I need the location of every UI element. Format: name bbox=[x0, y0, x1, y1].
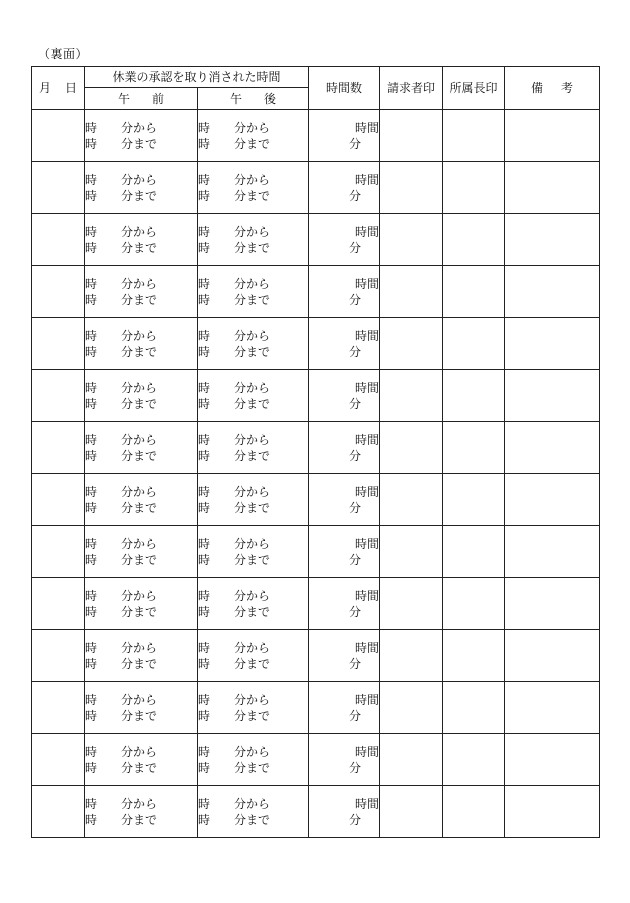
pm-until-hour: 時 bbox=[198, 344, 211, 359]
pm-from-hour: 時 bbox=[198, 224, 211, 239]
pm-until-minute: 分まで bbox=[234, 500, 271, 515]
minutes-unit: 分 bbox=[348, 188, 361, 203]
dept-head-seal-cell[interactable] bbox=[443, 682, 505, 734]
am-from-minute: 分から bbox=[121, 380, 158, 395]
am-from-hour: 時 bbox=[85, 640, 98, 655]
date-cell[interactable] bbox=[32, 526, 85, 578]
pm-from-hour: 時 bbox=[198, 172, 211, 187]
header-month: 月 bbox=[38, 81, 51, 95]
date-cell[interactable] bbox=[32, 682, 85, 734]
am-until-hour: 時 bbox=[85, 344, 98, 359]
date-cell[interactable] bbox=[32, 734, 85, 786]
hours-cell[interactable] bbox=[309, 214, 380, 266]
remarks-cell[interactable] bbox=[505, 786, 600, 838]
header-am-2: 前 bbox=[152, 91, 165, 106]
pm-from-hour: 時 bbox=[198, 744, 211, 759]
am-from-minute: 分から bbox=[121, 432, 158, 447]
minutes-unit: 分 bbox=[348, 136, 361, 151]
hours-cell[interactable] bbox=[309, 370, 380, 422]
applicant-seal-cell[interactable] bbox=[380, 162, 443, 214]
minutes-unit: 分 bbox=[348, 656, 361, 671]
date-cell[interactable] bbox=[32, 370, 85, 422]
am-until-hour: 時 bbox=[85, 812, 98, 827]
pm-until-minute: 分まで bbox=[234, 240, 271, 255]
pm-until-hour: 時 bbox=[198, 708, 211, 723]
pm-time-cell[interactable] bbox=[198, 578, 309, 630]
am-until-hour: 時 bbox=[85, 760, 98, 775]
pm-until-minute: 分まで bbox=[234, 708, 271, 723]
am-until-minute: 分まで bbox=[121, 812, 158, 827]
dept-head-seal-cell[interactable] bbox=[443, 786, 505, 838]
hours-unit: 時間 bbox=[354, 432, 379, 447]
am-until-hour: 時 bbox=[85, 604, 98, 619]
minutes-unit: 分 bbox=[348, 500, 361, 515]
hours-unit: 時間 bbox=[354, 380, 379, 395]
am-time-cell[interactable] bbox=[85, 734, 198, 786]
applicant-seal-cell[interactable] bbox=[380, 682, 443, 734]
am-from-hour: 時 bbox=[85, 432, 98, 447]
am-time-cell[interactable] bbox=[85, 630, 198, 682]
am-until-minute: 分まで bbox=[121, 240, 158, 255]
remarks-cell[interactable] bbox=[505, 578, 600, 630]
hours-cell[interactable] bbox=[309, 682, 380, 734]
pm-from-minute: 分から bbox=[234, 640, 271, 655]
dept-head-seal-cell[interactable] bbox=[443, 266, 505, 318]
pm-time-cell[interactable] bbox=[198, 786, 309, 838]
pm-time-cell[interactable] bbox=[198, 526, 309, 578]
dept-head-seal-cell[interactable] bbox=[443, 370, 505, 422]
hours-cell[interactable] bbox=[309, 786, 380, 838]
pm-from-minute: 分から bbox=[234, 796, 271, 811]
header-remarks bbox=[505, 67, 600, 110]
pm-from-minute: 分から bbox=[234, 120, 271, 135]
hours-unit: 時間 bbox=[354, 120, 379, 135]
header-remarks-1: 備 bbox=[530, 81, 543, 95]
am-until-hour: 時 bbox=[85, 708, 98, 723]
am-time-cell[interactable] bbox=[85, 318, 198, 370]
am-until-hour: 時 bbox=[85, 292, 98, 307]
table-row bbox=[32, 110, 600, 162]
am-from-hour: 時 bbox=[85, 588, 98, 603]
pm-time-cell[interactable] bbox=[198, 682, 309, 734]
page-side-label: （裏面） bbox=[38, 47, 89, 61]
am-until-hour: 時 bbox=[85, 136, 98, 151]
applicant-seal-cell[interactable] bbox=[380, 110, 443, 162]
header-month-day bbox=[32, 67, 85, 110]
am-from-minute: 分から bbox=[121, 276, 158, 291]
am-until-hour: 時 bbox=[85, 396, 98, 411]
pm-from-hour: 時 bbox=[198, 796, 211, 811]
hours-unit: 時間 bbox=[354, 224, 379, 239]
pm-until-minute: 分まで bbox=[234, 136, 271, 151]
pm-until-hour: 時 bbox=[198, 396, 211, 411]
hours-unit: 時間 bbox=[354, 536, 379, 551]
pm-until-hour: 時 bbox=[198, 552, 211, 567]
am-from-minute: 分から bbox=[121, 640, 158, 655]
pm-until-hour: 時 bbox=[198, 656, 211, 671]
date-cell[interactable] bbox=[32, 318, 85, 370]
minutes-unit: 分 bbox=[348, 812, 361, 827]
remarks-cell[interactable] bbox=[505, 734, 600, 786]
date-cell[interactable] bbox=[32, 110, 85, 162]
minutes-unit: 分 bbox=[348, 552, 361, 567]
pm-from-hour: 時 bbox=[198, 536, 211, 551]
pm-until-minute: 分まで bbox=[234, 188, 271, 203]
am-from-hour: 時 bbox=[85, 224, 98, 239]
hours-cell[interactable] bbox=[309, 526, 380, 578]
am-time-cell[interactable] bbox=[85, 370, 198, 422]
pm-time-cell[interactable] bbox=[198, 630, 309, 682]
applicant-seal-cell[interactable] bbox=[380, 214, 443, 266]
hours-unit: 時間 bbox=[354, 588, 379, 603]
table-row bbox=[32, 630, 600, 682]
am-from-hour: 時 bbox=[85, 744, 98, 759]
applicant-seal-cell[interactable] bbox=[380, 786, 443, 838]
date-cell[interactable] bbox=[32, 162, 85, 214]
date-cell[interactable] bbox=[32, 786, 85, 838]
dept-head-seal-cell[interactable] bbox=[443, 422, 505, 474]
am-from-hour: 時 bbox=[85, 380, 98, 395]
pm-from-minute: 分から bbox=[234, 172, 271, 187]
hours-unit: 時間 bbox=[354, 640, 379, 655]
header-remarks-2: 考 bbox=[561, 81, 574, 95]
pm-until-minute: 分まで bbox=[234, 396, 271, 411]
date-cell[interactable] bbox=[32, 422, 85, 474]
header-day: 日 bbox=[65, 81, 78, 95]
remarks-cell[interactable] bbox=[505, 318, 600, 370]
pm-from-minute: 分から bbox=[234, 432, 271, 447]
pm-from-hour: 時 bbox=[198, 380, 211, 395]
table-row bbox=[32, 318, 600, 370]
applicant-seal-cell[interactable] bbox=[380, 734, 443, 786]
pm-until-hour: 時 bbox=[198, 500, 211, 515]
header-am bbox=[85, 88, 198, 110]
dept-head-seal-cell[interactable] bbox=[443, 578, 505, 630]
header-dept-head-seal: 所属長印 bbox=[443, 67, 505, 110]
header-pm-2: 後 bbox=[264, 91, 277, 106]
pm-until-hour: 時 bbox=[198, 136, 211, 151]
minutes-unit: 分 bbox=[348, 448, 361, 463]
hours-cell[interactable] bbox=[309, 578, 380, 630]
hours-cell[interactable] bbox=[309, 422, 380, 474]
pm-time-cell[interactable] bbox=[198, 266, 309, 318]
hours-cell[interactable] bbox=[309, 110, 380, 162]
am-until-minute: 分まで bbox=[121, 604, 158, 619]
pm-until-minute: 分まで bbox=[234, 292, 271, 307]
pm-until-hour: 時 bbox=[198, 812, 211, 827]
am-time-cell[interactable] bbox=[85, 682, 198, 734]
am-from-minute: 分から bbox=[121, 796, 158, 811]
am-time-cell[interactable] bbox=[85, 526, 198, 578]
hours-unit: 時間 bbox=[354, 484, 379, 499]
applicant-seal-cell[interactable] bbox=[380, 578, 443, 630]
am-until-hour: 時 bbox=[85, 552, 98, 567]
pm-until-hour: 時 bbox=[198, 240, 211, 255]
pm-time-cell[interactable] bbox=[198, 110, 309, 162]
am-time-cell[interactable] bbox=[85, 474, 198, 526]
hours-unit: 時間 bbox=[354, 172, 379, 187]
remarks-cell[interactable] bbox=[505, 630, 600, 682]
applicant-seal-cell[interactable] bbox=[380, 526, 443, 578]
dept-head-seal-cell[interactable] bbox=[443, 526, 505, 578]
pm-until-hour: 時 bbox=[198, 760, 211, 775]
am-from-minute: 分から bbox=[121, 224, 158, 239]
pm-from-minute: 分から bbox=[234, 484, 271, 499]
table-row bbox=[32, 682, 600, 734]
table-row bbox=[32, 734, 600, 786]
header-pm bbox=[198, 88, 309, 110]
pm-time-cell[interactable] bbox=[198, 162, 309, 214]
hours-cell[interactable] bbox=[309, 162, 380, 214]
am-until-hour: 時 bbox=[85, 656, 98, 671]
minutes-unit: 分 bbox=[348, 708, 361, 723]
table-row bbox=[32, 214, 600, 266]
pm-until-minute: 分まで bbox=[234, 604, 271, 619]
am-until-hour: 時 bbox=[85, 448, 98, 463]
am-from-minute: 分から bbox=[121, 484, 158, 499]
am-until-minute: 分まで bbox=[121, 708, 158, 723]
pm-until-minute: 分まで bbox=[234, 812, 271, 827]
header-am-1: 午 bbox=[117, 91, 130, 106]
pm-until-minute: 分まで bbox=[234, 760, 271, 775]
table-row bbox=[32, 474, 600, 526]
am-until-minute: 分まで bbox=[121, 188, 158, 203]
applicant-seal-cell[interactable] bbox=[380, 266, 443, 318]
am-from-hour: 時 bbox=[85, 536, 98, 551]
pm-from-minute: 分から bbox=[234, 692, 271, 707]
remarks-cell[interactable] bbox=[505, 266, 600, 318]
minutes-unit: 分 bbox=[348, 344, 361, 359]
am-from-minute: 分から bbox=[121, 692, 158, 707]
remarks-cell[interactable] bbox=[505, 474, 600, 526]
dept-head-seal-cell[interactable] bbox=[443, 318, 505, 370]
remarks-cell[interactable] bbox=[505, 682, 600, 734]
applicant-seal-cell[interactable] bbox=[380, 422, 443, 474]
am-until-minute: 分まで bbox=[121, 500, 158, 515]
table-row bbox=[32, 422, 600, 474]
am-from-hour: 時 bbox=[85, 484, 98, 499]
dept-head-seal-cell[interactable] bbox=[443, 630, 505, 682]
am-until-minute: 分まで bbox=[121, 656, 158, 671]
pm-from-minute: 分から bbox=[234, 276, 271, 291]
pm-from-hour: 時 bbox=[198, 328, 211, 343]
pm-from-hour: 時 bbox=[198, 276, 211, 291]
hours-unit: 時間 bbox=[354, 796, 379, 811]
header-cancelled-time: 休業の承認を取り消された時間 bbox=[85, 67, 309, 88]
pm-until-hour: 時 bbox=[198, 604, 211, 619]
pm-time-cell[interactable] bbox=[198, 214, 309, 266]
table-row bbox=[32, 578, 600, 630]
am-until-minute: 分まで bbox=[121, 448, 158, 463]
pm-time-cell[interactable] bbox=[198, 318, 309, 370]
hours-cell[interactable] bbox=[309, 474, 380, 526]
hours-unit: 時間 bbox=[354, 328, 379, 343]
am-from-hour: 時 bbox=[85, 276, 98, 291]
applicant-seal-cell[interactable] bbox=[380, 318, 443, 370]
remarks-cell[interactable] bbox=[505, 422, 600, 474]
am-until-minute: 分まで bbox=[121, 396, 158, 411]
date-cell[interactable] bbox=[32, 630, 85, 682]
applicant-seal-cell[interactable] bbox=[380, 474, 443, 526]
pm-from-hour: 時 bbox=[198, 640, 211, 655]
dept-head-seal-cell[interactable] bbox=[443, 214, 505, 266]
pm-from-hour: 時 bbox=[198, 432, 211, 447]
pm-from-minute: 分から bbox=[234, 588, 271, 603]
dept-head-seal-cell[interactable] bbox=[443, 474, 505, 526]
am-time-cell[interactable] bbox=[85, 422, 198, 474]
date-cell[interactable] bbox=[32, 474, 85, 526]
pm-until-hour: 時 bbox=[198, 292, 211, 307]
pm-from-minute: 分から bbox=[234, 380, 271, 395]
am-until-hour: 時 bbox=[85, 188, 98, 203]
am-until-minute: 分まで bbox=[121, 552, 158, 567]
am-from-minute: 分から bbox=[121, 744, 158, 759]
minutes-unit: 分 bbox=[348, 604, 361, 619]
am-from-hour: 時 bbox=[85, 796, 98, 811]
date-cell[interactable] bbox=[32, 266, 85, 318]
minutes-unit: 分 bbox=[348, 240, 361, 255]
remarks-cell[interactable] bbox=[505, 162, 600, 214]
header-applicant-seal: 請求者印 bbox=[380, 67, 443, 110]
minutes-unit: 分 bbox=[348, 760, 361, 775]
pm-from-minute: 分から bbox=[234, 224, 271, 239]
am-from-minute: 分から bbox=[121, 588, 158, 603]
minutes-unit: 分 bbox=[348, 292, 361, 307]
am-time-cell[interactable] bbox=[85, 110, 198, 162]
header-hours: 時間数 bbox=[309, 67, 380, 110]
am-until-hour: 時 bbox=[85, 240, 98, 255]
pm-from-hour: 時 bbox=[198, 588, 211, 603]
am-from-minute: 分から bbox=[121, 120, 158, 135]
table-row bbox=[32, 526, 600, 578]
am-until-hour: 時 bbox=[85, 500, 98, 515]
pm-from-hour: 時 bbox=[198, 120, 211, 135]
am-time-cell[interactable] bbox=[85, 214, 198, 266]
hours-cell[interactable] bbox=[309, 266, 380, 318]
hours-unit: 時間 bbox=[354, 744, 379, 759]
am-time-cell[interactable] bbox=[85, 162, 198, 214]
remarks-cell[interactable] bbox=[505, 214, 600, 266]
remarks-cell[interactable] bbox=[505, 526, 600, 578]
header-pm-1: 午 bbox=[229, 91, 242, 106]
pm-until-minute: 分まで bbox=[234, 448, 271, 463]
pm-from-minute: 分から bbox=[234, 744, 271, 759]
table-row bbox=[32, 266, 600, 318]
remarks-cell[interactable] bbox=[505, 110, 600, 162]
date-cell[interactable] bbox=[32, 578, 85, 630]
hours-cell[interactable] bbox=[309, 734, 380, 786]
am-until-minute: 分まで bbox=[121, 136, 158, 151]
pm-from-hour: 時 bbox=[198, 692, 211, 707]
am-from-minute: 分から bbox=[121, 328, 158, 343]
hours-unit: 時間 bbox=[354, 276, 379, 291]
am-from-minute: 分から bbox=[121, 172, 158, 187]
pm-until-minute: 分まで bbox=[234, 344, 271, 359]
dept-head-seal-cell[interactable] bbox=[443, 162, 505, 214]
am-from-hour: 時 bbox=[85, 120, 98, 135]
pm-time-cell[interactable] bbox=[198, 370, 309, 422]
pm-until-hour: 時 bbox=[198, 448, 211, 463]
pm-until-minute: 分まで bbox=[234, 656, 271, 671]
applicant-seal-cell[interactable] bbox=[380, 370, 443, 422]
hours-unit: 時間 bbox=[354, 692, 379, 707]
hours-cell[interactable] bbox=[309, 630, 380, 682]
dept-head-seal-cell[interactable] bbox=[443, 110, 505, 162]
am-from-hour: 時 bbox=[85, 692, 98, 707]
pm-time-cell[interactable] bbox=[198, 474, 309, 526]
pm-from-hour: 時 bbox=[198, 484, 211, 499]
am-time-cell[interactable] bbox=[85, 578, 198, 630]
pm-until-minute: 分まで bbox=[234, 552, 271, 567]
remarks-cell[interactable] bbox=[505, 370, 600, 422]
pm-from-minute: 分から bbox=[234, 328, 271, 343]
pm-until-hour: 時 bbox=[198, 188, 211, 203]
am-until-minute: 分まで bbox=[121, 292, 158, 307]
am-from-hour: 時 bbox=[85, 172, 98, 187]
table-row bbox=[32, 786, 600, 838]
pm-time-cell[interactable] bbox=[198, 422, 309, 474]
pm-time-cell[interactable] bbox=[198, 734, 309, 786]
applicant-seal-cell[interactable] bbox=[380, 630, 443, 682]
hours-cell[interactable] bbox=[309, 318, 380, 370]
minutes-unit: 分 bbox=[348, 396, 361, 411]
am-from-minute: 分から bbox=[121, 536, 158, 551]
pm-from-minute: 分から bbox=[234, 536, 271, 551]
am-until-minute: 分まで bbox=[121, 344, 158, 359]
cancelled-leave-time-table bbox=[31, 66, 600, 838]
table-row bbox=[32, 162, 600, 214]
am-time-cell[interactable] bbox=[85, 786, 198, 838]
date-cell[interactable] bbox=[32, 214, 85, 266]
am-until-minute: 分まで bbox=[121, 760, 158, 775]
am-from-hour: 時 bbox=[85, 328, 98, 343]
table-row bbox=[32, 370, 600, 422]
dept-head-seal-cell[interactable] bbox=[443, 734, 505, 786]
am-time-cell[interactable] bbox=[85, 266, 198, 318]
